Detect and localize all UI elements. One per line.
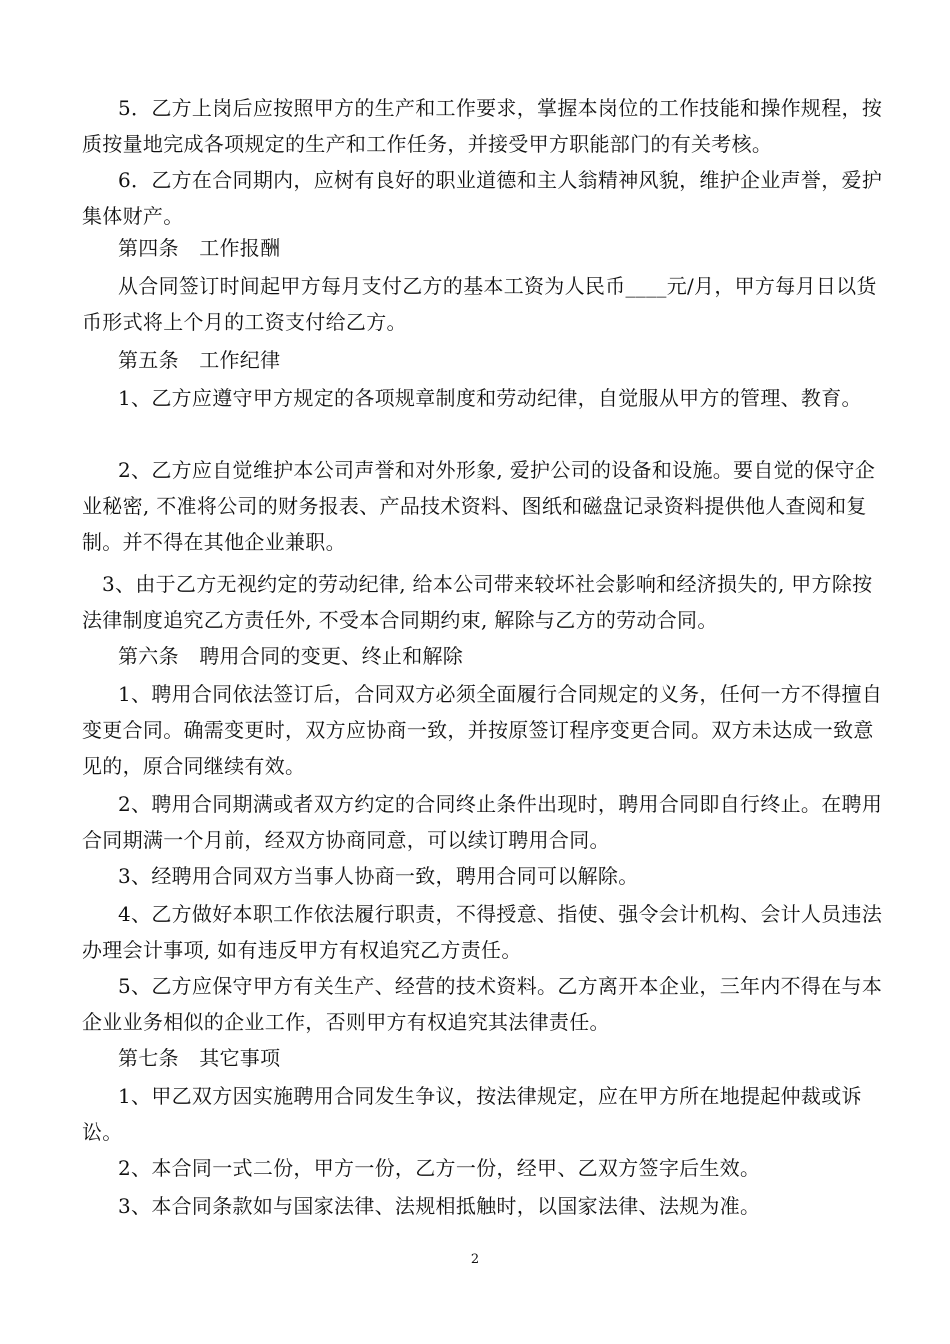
article-4-text: 从合同签订时间起甲方每月支付乙方的基本工资为人民币____元/月，甲方每月日以货币形式将上个月的工资支付给乙方。 (82, 274, 877, 334)
article-6-item-4: 4、乙方做好本职工作依法履行职责，不得授意、指使、强令会计机构、会计人员违法办理会计事项, 如有违反甲方有权追究乙方责任。 (82, 902, 883, 962)
article-7-heading: 第七条 其它事项 (118, 1046, 281, 1070)
article-6-heading: 第六条 聘用合同的变更、终止和解除 (118, 644, 464, 668)
article-5-item-1: 1、乙方应遵守甲方规定的各项规章制度和劳动纪律，自觉服从甲方的管理、教育。 (118, 386, 862, 410)
article-6-item-2: 2、聘用合同期满或者双方约定的合同终止条件出现时，聘用合同即自行终止。在聘用合同期满一个月前，经双方协商同意，可以续订聘用合同。 (82, 792, 883, 852)
clause-3-item-5: 5．乙方上岗后应按照甲方的生产和工作要求，掌握本岗位的工作技能和操作规程，按质按量地完成各项规定的生产和工作任务，并接受甲方职能部门的有关考核。 (82, 96, 883, 156)
article-6-item-1: 1、聘用合同依法签订后，合同双方必须全面履行合同规定的义务，任何一方不得擅自变更合同。确需变更时，双方应协商一致，并按原签订程序变更合同。双方未达成一致意见的，原合同继续有效。 (82, 682, 883, 778)
article-6-item-3: 3、经聘用合同双方当事人协商一致，聘用合同可以解除。 (118, 864, 639, 888)
article-5-item-3: 3、由于乙方无视约定的劳动纪律, 给本公司带来较坏社会影响和经济损失的, 甲方除按法律制度追究乙方责任外, 不受本合同期约束, 解除与乙方的劳动合同。 (82, 572, 873, 632)
page-number: 2 (470, 1252, 480, 1267)
article-7-item-1: 1、甲乙双方因实施聘用合同发生争议，按法律规定，应在甲方所在地提起仲裁或诉讼。 (82, 1084, 862, 1144)
clause-3-item-6: 6．乙方在合同期内，应树有良好的职业道德和主人翁精神风貌，维护企业声誉，爱护集体财产。 (82, 168, 883, 228)
article-6-item-5: 5、乙方应保守甲方有关生产、经营的技术资料。乙方离开本企业，三年内不得在与本企业业务相似的企业工作，否则甲方有权追究其法律责任。 (82, 974, 883, 1034)
article-7-item-3: 3、本合同条款如与国家法律、法规相抵触时，以国家法律、法规为准。 (118, 1194, 761, 1218)
article-5-item-2: 2、乙方应自觉维护本公司声誉和对外形象, 爱护公司的设备和设施。要自觉的保守企业秘密, 不准将公司的财务报表、产品技术资料、图纸和磁盘记录资料提供他人查阅和复制。并不得在其他企业兼职。 (82, 458, 876, 554)
article-5-heading: 第五条 工作纪律 (118, 348, 281, 372)
article-7-item-2: 2、本合同一式二份，甲方一份，乙方一份，经甲、乙双方签字后生效。 (118, 1156, 761, 1180)
article-4-heading: 第四条 工作报酬 (118, 236, 281, 260)
